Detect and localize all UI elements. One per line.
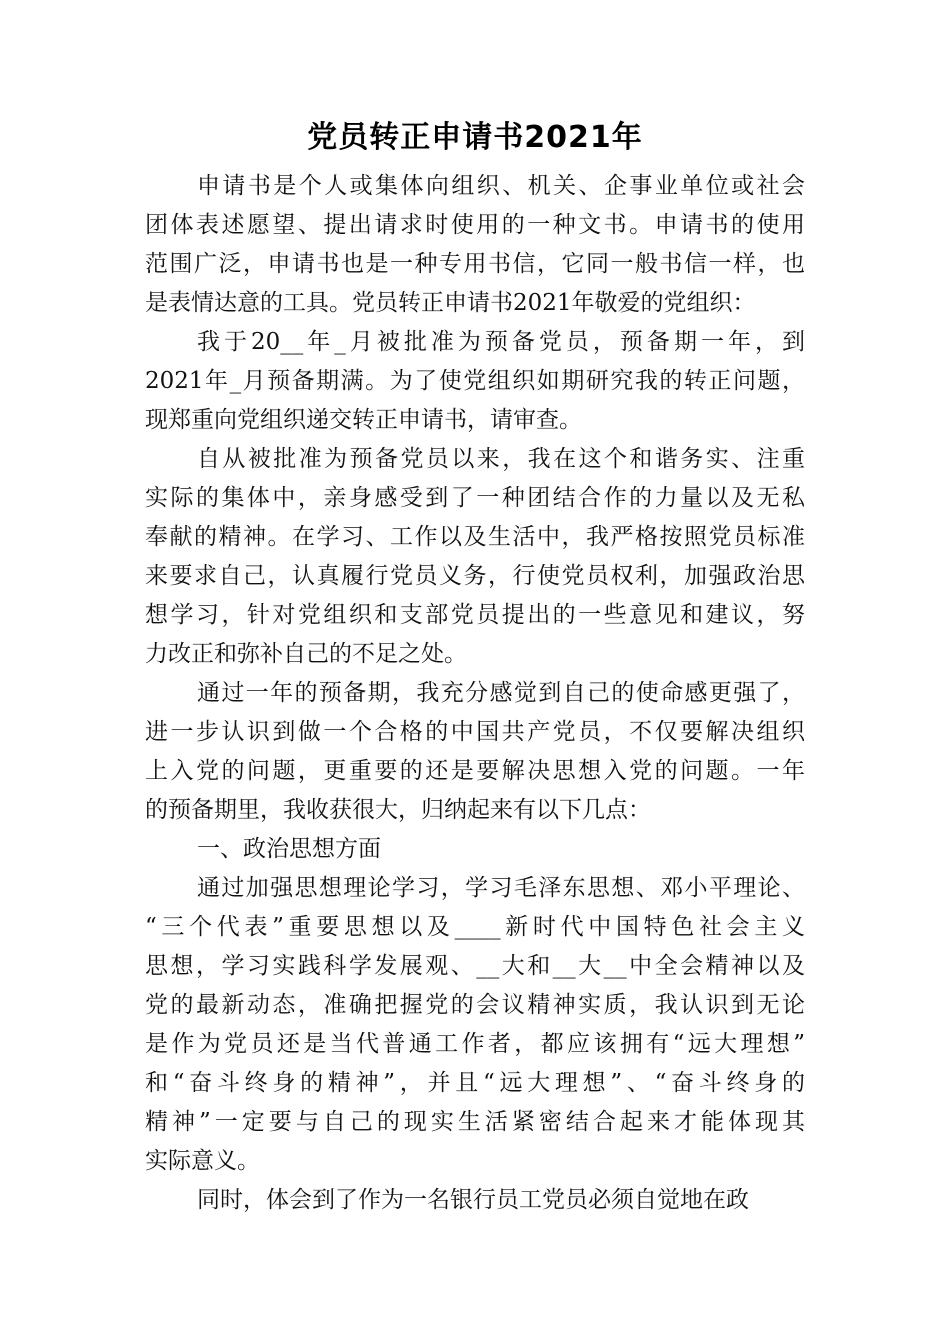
paragraph-line: 是作为党员还是当代普通工作者，都应该拥有“远大理想”: [145, 1031, 805, 1057]
paragraph-line: 来要求自己，认真履行党员义务，行使党员权利，加强政治思: [145, 563, 805, 589]
paragraph-line: 我于20__年_月被批准为预备党员，预备期一年，到: [197, 329, 805, 355]
paragraph-line: 2021年_月预备期满。为了使党组织如期研究我的转正问题，: [145, 368, 805, 394]
paragraph-line: 通过加强思想理论学习，学习毛泽东思想、邓小平理论、: [197, 875, 805, 901]
paragraph-line: 实际的集体中，亲身感受到了一种团结合作的力量以及无私: [145, 485, 805, 511]
paragraph-line: 想学习，针对党组织和支部党员提出的一些意见和建议，努: [145, 602, 805, 628]
paragraph: [145, 869, 805, 1181]
paragraph-line: 和“奋斗终身的精神”，并且“远大理想”、“奋斗终身的: [145, 1070, 805, 1096]
paragraph-line: 思想，学习实践科学发展观、__大和__大__中全会精神以及: [145, 953, 805, 979]
paragraph-line: 范围广泛，申请书也是一种专用书信，它同一般书信一样，也: [145, 251, 805, 277]
paragraph-line: 申请书是个人或集体向组织、机关、企事业单位或社会: [197, 173, 805, 199]
paragraph: [145, 830, 805, 869]
paragraph-line: 实际意义。: [145, 1148, 260, 1174]
paragraph-line: 精神”一定要与自己的现实生活紧密结合起来才能体现其: [145, 1109, 805, 1135]
paragraph: [145, 674, 805, 830]
paragraph-line: 力改正和弥补自己的不足之处。: [145, 641, 467, 667]
document-body: [145, 167, 805, 1220]
paragraph: [145, 1181, 805, 1220]
paragraph-line: 的预备期里，我收获很大，归纳起来有以下几点：: [145, 797, 651, 823]
paragraph-line: 党的最新动态，准确把握党的会议精神实质，我认识到无论: [145, 992, 805, 1018]
paragraph-line: 上入党的问题，更重要的还是要解决思想入党的问题。一年: [145, 758, 805, 784]
paragraph: [145, 323, 805, 440]
document-title: 党员转正申请书2021年: [307, 120, 643, 155]
paragraph-line: 一、政治思想方面: [197, 836, 381, 862]
paragraph-line: 自从被批准为预备党员以来，我在这个和谐务实、注重: [197, 446, 805, 472]
paragraph-line: 团体表述愿望、提出请求时使用的一种文书。申请书的使用: [145, 212, 805, 238]
paragraph-line: 通过一年的预备期，我充分感觉到自己的使命感更强了，: [197, 680, 805, 706]
paragraph-line: 现郑重向党组织递交转正申请书，请审查。: [145, 407, 582, 433]
paragraph: [145, 167, 805, 323]
paragraph: [145, 440, 805, 674]
paragraph-line: 奉献的精神。在学习、工作以及生活中，我严格按照党员标准: [145, 524, 805, 550]
paragraph-line: “三个代表”重要思想以及____新时代中国特色社会主义: [145, 914, 805, 940]
paragraph-line: 是表情达意的工具。党员转正申请书2021年敬爱的党组织：: [145, 290, 756, 316]
paragraph-line: 同时，体会到了作为一名银行员工党员必须自觉地在政: [197, 1187, 749, 1213]
paragraph-line: 进一步认识到做一个合格的中国共产党员，不仅要解决组织: [145, 719, 805, 745]
